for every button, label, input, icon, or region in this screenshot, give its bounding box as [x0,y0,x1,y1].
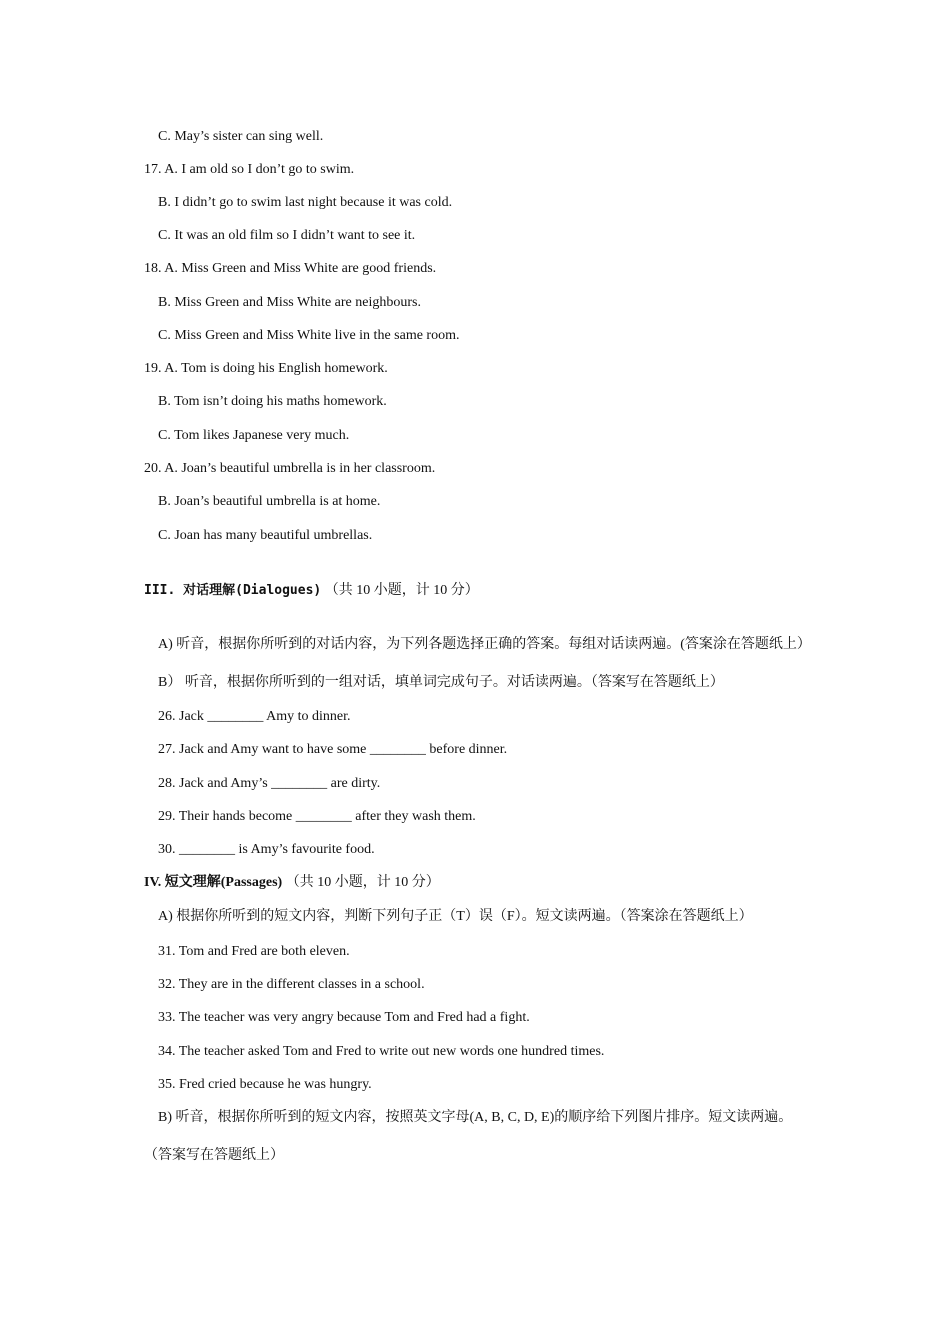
q18-option-c: C. Miss Green and Miss White live in the same room. [158,328,460,343]
fill-in-item: 28. Jack and Amy’s ________ are dirty. [158,776,381,791]
true-false-item: 34. The teacher asked Tom and Fred to write out new words one hundred times. [158,1044,605,1059]
q19-option-b: B. Tom isn’t doing his maths homework. [158,394,387,409]
fill-in-item: 26. Jack ________ Amy to dinner. [158,709,351,724]
section-4-part-b-note: （答案写在答题纸上） [144,1148,284,1163]
section-4-part-b-instruction: B) 听音，根据你所听到的短文内容，按照英文字母(A, B, C, D, E)的顺序给下列图片排序。短文读两遍。 [158,1110,793,1125]
fill-in-item: 27. Jack and Amy want to have some ________ before dinner. [158,742,508,757]
q19-option-c: C. Tom likes Japanese very much. [158,428,350,443]
true-false-item: 31. Tom and Fred are both eleven. [158,944,350,959]
section-3-score: （共 10 小题，计 10 分） [324,583,479,598]
section-4-title: IV. 短文理解(Passages) [144,875,283,890]
section-4-heading [144,874,440,892]
section-4-part-a-instruction: A) 根据你所听到的短文内容，判断下列句子正（T）误（F）。短文读两遍。（答案涂在答题纸上） [158,909,753,924]
q17-option-b: B. I didn’t go to swim last night because it was cold. [158,195,453,210]
q19-option-a: 19. A. Tom is doing his English homework. [144,361,388,376]
q20-option-a: 20. A. Joan’s beautiful umbrella is in her classroom. [144,461,436,476]
q18-option-a: 18. A. Miss Green and Miss White are good friends. [144,261,437,276]
q18-option-b: B. Miss Green and Miss White are neighbours. [158,295,421,310]
q20-option-b: B. Joan’s beautiful umbrella is at home. [158,494,381,509]
true-false-item: 32. They are in the different classes in a school. [158,977,425,992]
fill-in-item: 29. Their hands become ________ after they wash them. [158,809,476,824]
section-3-title: III. 对话理解(Dialogues) [144,583,322,598]
true-false-item: 35. Fred cried because he was hungry. [158,1077,372,1092]
q16-option-c: C. May’s sister can sing well. [158,129,324,144]
section-4-score: （共 10 小题，计 10 分） [285,875,440,890]
q17-option-c: C. It was an old film so I didn’t want to see it. [158,228,416,243]
section-3-part-a-instruction: A) 听音，根据你所听到的对话内容，为下列各题选择正确的答案。每组对话读两遍。(答案涂在答题纸上） [158,637,811,652]
section-3-heading [144,582,479,600]
q20-option-c: C. Joan has many beautiful umbrellas. [158,528,373,543]
true-false-item: 33. The teacher was very angry because Tom and Fred had a fight. [158,1010,530,1025]
fill-in-item: 30. ________ is Amy’s favourite food. [158,842,375,857]
q17-option-a: 17. A. I am old so I don’t go to swim. [144,162,355,177]
section-3-part-b-instruction: B） 听音，根据你所听到的一组对话，填单词完成句子。对话读两遍。（答案写在答题纸上） [158,675,724,690]
